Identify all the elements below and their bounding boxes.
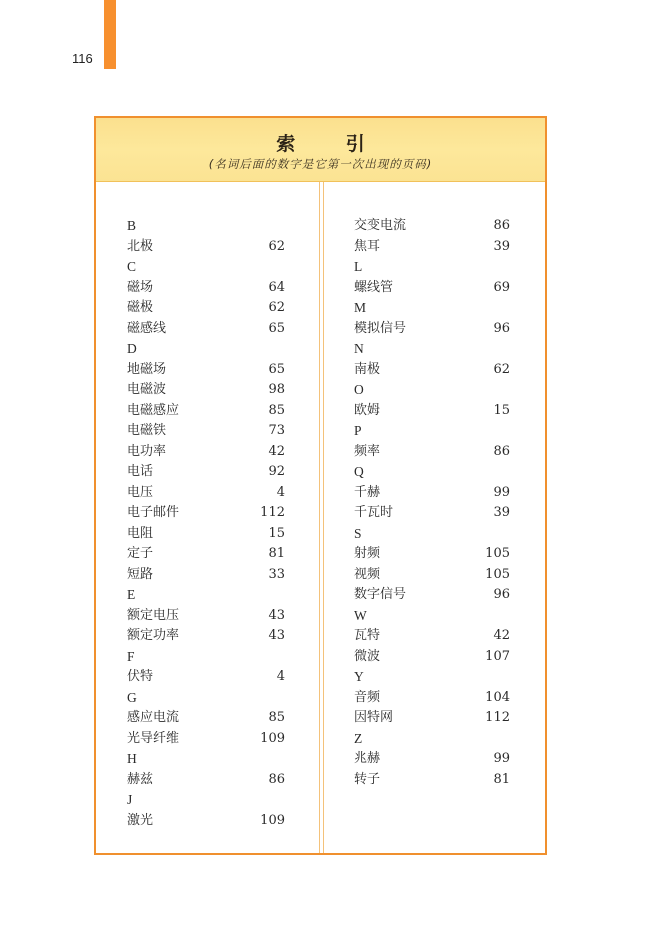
letter-label: B [127, 218, 137, 233]
index-entry [127, 360, 287, 381]
index-letter-heading [354, 524, 514, 545]
index-entry [354, 565, 514, 586]
entry-term: 磁极 [127, 300, 154, 315]
entry-page-number: 105 [485, 546, 510, 561]
entry-page-number: 112 [485, 710, 510, 725]
index-entry [354, 503, 514, 524]
entry-page-number: 33 [268, 566, 285, 582]
index-letter-heading [127, 749, 287, 770]
entry-term: 交变电流 [354, 218, 407, 233]
page-number: 116 [72, 51, 93, 66]
entry-term: 磁感线 [127, 320, 167, 336]
entry-page-number: 81 [268, 546, 285, 561]
index-letter-heading [127, 216, 287, 237]
entry-page-number: 99 [493, 484, 510, 500]
entry-term: 射频 [354, 546, 381, 561]
letter-label: N [354, 341, 364, 356]
index-entry [127, 811, 287, 832]
letter-label: Q [354, 464, 364, 479]
index-entry [127, 483, 287, 504]
index-entry [127, 380, 287, 401]
index-letter-heading [354, 339, 514, 360]
index-entry [354, 585, 514, 606]
letter-label: Z [354, 730, 363, 746]
entry-term: 转子 [354, 771, 381, 787]
index-entry [354, 770, 514, 791]
entry-term: 电磁铁 [127, 423, 167, 438]
entry-page-number: 81 [493, 771, 510, 787]
entry-term: 短路 [127, 566, 154, 582]
index-entry [127, 565, 287, 586]
entry-page-number: 4 [276, 484, 285, 500]
index-entry [354, 237, 514, 258]
index-entry [354, 278, 514, 299]
index-entry [127, 462, 287, 483]
entry-page-number: 62 [268, 300, 285, 315]
entry-page-number: 65 [268, 320, 285, 336]
index-column-left [127, 216, 287, 831]
index-entry [127, 421, 287, 442]
entry-term: 光导纤维 [127, 730, 180, 746]
index-letter-heading [354, 462, 514, 483]
letter-label: S [354, 525, 362, 541]
entry-page-number: 107 [485, 648, 510, 664]
index-letter-heading [354, 257, 514, 278]
entry-term: 电子邮件 [127, 505, 180, 520]
entry-page-number: 69 [493, 279, 510, 295]
entry-term: 南极 [354, 361, 381, 377]
entry-term: 电功率 [127, 443, 167, 459]
index-subtitle: (名词后面的数字是它第一次出现的页码) [208, 157, 433, 171]
index-letter-heading [127, 585, 287, 606]
entry-term: 地磁场 [127, 361, 167, 377]
letter-label: Y [354, 669, 364, 684]
entry-term: 千瓦时 [354, 505, 394, 520]
entry-term: 音频 [354, 689, 381, 705]
entry-page-number: 85 [268, 710, 285, 725]
letter-label: O [354, 382, 364, 397]
index-header [96, 118, 545, 182]
entry-term: 频率 [354, 443, 381, 459]
index-letter-heading [354, 667, 514, 688]
letter-label: H [127, 751, 137, 766]
entry-page-number: 15 [493, 402, 510, 418]
index-entry [354, 216, 514, 237]
entry-term: 电压 [127, 484, 154, 500]
entry-page-number: 109 [260, 730, 285, 746]
entry-term: 赫兹 [127, 771, 154, 787]
entry-page-number: 98 [268, 382, 285, 397]
index-box [94, 116, 547, 855]
index-letter-heading [127, 647, 287, 668]
entry-term: 额定功率 [127, 628, 180, 643]
entry-term: 定子 [127, 546, 154, 561]
entry-page-number: 96 [493, 320, 510, 336]
index-entry [354, 401, 514, 422]
entry-term: 因特网 [354, 710, 394, 725]
index-entry [127, 278, 287, 299]
entry-term: 磁场 [127, 279, 154, 295]
entry-term: 欧姆 [354, 402, 381, 418]
entry-page-number: 86 [493, 218, 510, 233]
letter-label: L [354, 259, 363, 274]
letter-label: E [127, 587, 136, 602]
entry-page-number: 85 [268, 402, 285, 418]
index-entry [354, 688, 514, 709]
entry-page-number: 99 [493, 751, 510, 766]
entry-term: 电话 [127, 464, 154, 479]
index-entry [127, 298, 287, 319]
index-entry [127, 544, 287, 565]
entry-term: 电阻 [127, 525, 154, 541]
entry-term: 伏特 [127, 669, 154, 684]
column-divider [319, 182, 324, 853]
index-entry [354, 319, 514, 340]
entry-page-number: 39 [493, 238, 510, 254]
letter-label: J [127, 792, 133, 807]
letter-label: W [354, 607, 367, 623]
index-entry [354, 483, 514, 504]
entry-term: 视频 [354, 566, 381, 582]
letter-label: F [127, 648, 135, 664]
entry-page-number: 109 [260, 812, 285, 828]
index-entry [354, 360, 514, 381]
entry-page-number: 43 [268, 607, 285, 623]
index-entry [127, 237, 287, 258]
index-entry [127, 503, 287, 524]
entry-page-number: 112 [260, 505, 285, 520]
index-title: 索 引 [276, 133, 387, 155]
index-entry [127, 442, 287, 463]
entry-page-number: 86 [493, 443, 510, 459]
entry-page-number: 62 [493, 361, 510, 377]
index-entry [127, 770, 287, 791]
index-column-right [354, 216, 514, 790]
letter-label: P [354, 423, 362, 438]
index-letter-heading [354, 380, 514, 401]
index-entry [127, 729, 287, 750]
index-entry [354, 749, 514, 770]
entry-term: 电磁感应 [127, 402, 180, 418]
entry-page-number: 92 [268, 464, 285, 479]
entry-page-number: 15 [268, 525, 285, 541]
entry-term: 北极 [127, 238, 154, 254]
index-letter-heading [127, 339, 287, 360]
entry-term: 电磁波 [127, 382, 167, 397]
entry-page-number: 73 [268, 423, 285, 438]
index-letter-heading [354, 298, 514, 319]
index-entry [127, 626, 287, 647]
index-letter-heading [127, 790, 287, 811]
index-letter-heading [354, 729, 514, 750]
entry-page-number: 43 [268, 628, 285, 643]
letter-label: D [127, 341, 137, 356]
entry-term: 焦耳 [354, 238, 381, 254]
entry-term: 额定电压 [127, 607, 180, 623]
index-letter-heading [354, 421, 514, 442]
letter-label: M [354, 300, 367, 315]
entry-page-number: 65 [268, 361, 285, 377]
entry-term: 瓦特 [354, 628, 381, 643]
entry-page-number: 96 [493, 587, 510, 602]
entry-term: 激光 [127, 812, 154, 828]
entry-page-number: 64 [268, 279, 285, 295]
entry-page-number: 42 [493, 628, 510, 643]
index-entry [354, 442, 514, 463]
entry-page-number: 4 [276, 669, 285, 684]
page-edge-tab [104, 0, 116, 69]
entry-term: 模拟信号 [354, 320, 407, 336]
index-entry [127, 667, 287, 688]
entry-term: 螺线管 [354, 279, 394, 295]
index-entry [354, 647, 514, 668]
index-letter-heading [127, 688, 287, 709]
entry-page-number: 104 [485, 689, 510, 705]
entry-page-number: 42 [268, 443, 285, 459]
index-entry [127, 708, 287, 729]
index-entry [354, 708, 514, 729]
entry-page-number: 105 [485, 566, 510, 582]
entry-term: 微波 [354, 648, 381, 664]
index-entry [127, 524, 287, 545]
index-entry [127, 606, 287, 627]
entry-page-number: 86 [268, 771, 285, 787]
index-letter-heading [354, 606, 514, 627]
index-entry [354, 626, 514, 647]
entry-term: 兆赫 [354, 751, 381, 766]
index-entry [354, 544, 514, 565]
index-entry [127, 401, 287, 422]
entry-term: 数字信号 [354, 587, 407, 602]
entry-page-number: 62 [268, 238, 285, 254]
entry-term: 感应电流 [127, 710, 180, 725]
letter-label: G [127, 689, 137, 705]
index-letter-heading [127, 257, 287, 278]
index-entry [127, 319, 287, 340]
letter-label: C [127, 259, 137, 274]
entry-page-number: 39 [493, 505, 510, 520]
entry-term: 千赫 [354, 484, 381, 500]
